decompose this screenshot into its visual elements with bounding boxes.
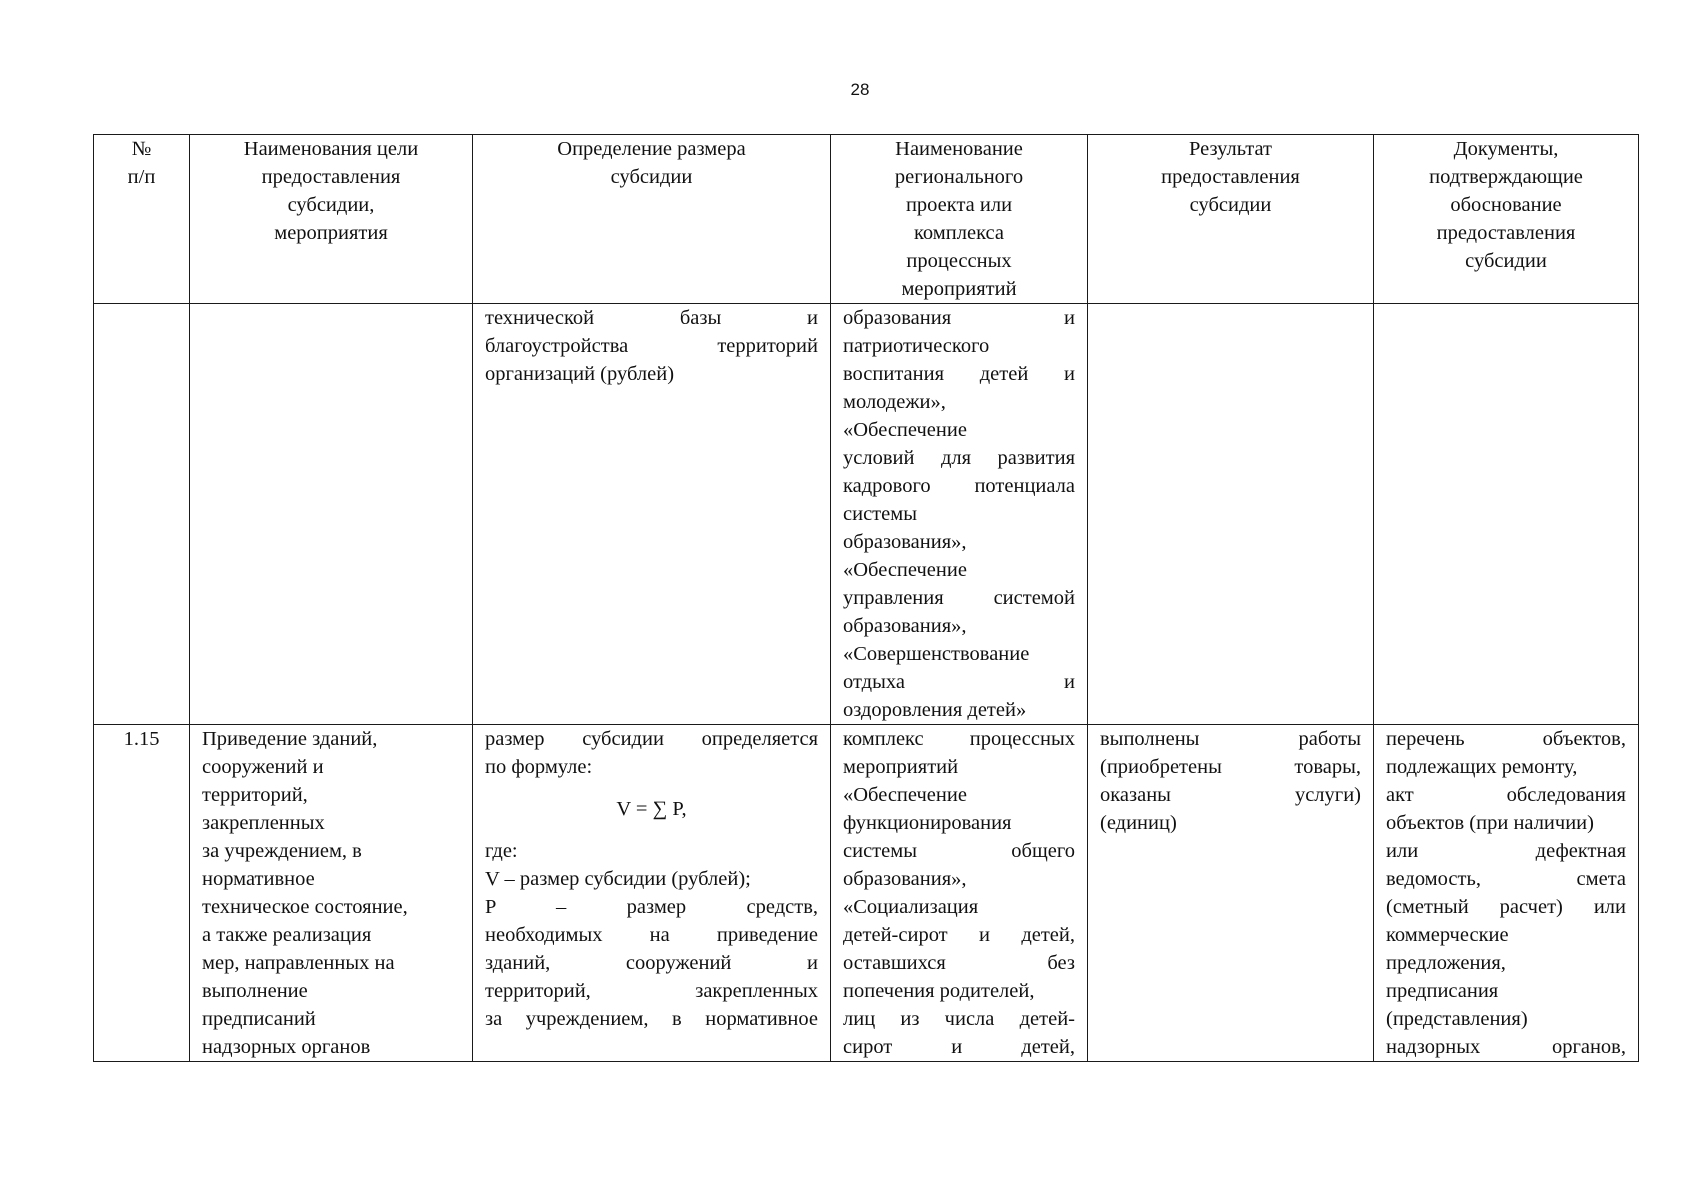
text-line: Результат [1188, 138, 1273, 160]
text-line: коммерческие [1386, 924, 1509, 946]
text-line: проекта или [905, 194, 1013, 216]
text-line: технической базы и [485, 307, 818, 329]
text-line: нормативное [202, 868, 315, 890]
text-line: процессных [906, 250, 1012, 272]
text-line: системы [843, 503, 917, 525]
header-project [831, 135, 1088, 304]
text-line: мероприятий [901, 278, 1017, 300]
text-line: молодежи», [843, 391, 946, 413]
text-line: субсидии [1465, 250, 1547, 272]
text-line: п/п [127, 166, 156, 188]
text-line: надзорных органов, [1386, 1036, 1626, 1058]
text-line: № [131, 138, 152, 160]
text-line: или дефектная [1386, 840, 1626, 862]
text-line: патриотического [843, 335, 990, 357]
text-line: «Обеспечение [843, 419, 967, 441]
table-row [94, 725, 1639, 1062]
text-line: надзорных органов [202, 1036, 371, 1058]
text-line: обоснование [1450, 194, 1562, 216]
text-line: Наименование [895, 138, 1023, 160]
text-line: регионального [894, 166, 1024, 188]
cell-docs [1374, 304, 1639, 725]
text-line: организаций (рублей) [485, 363, 675, 385]
text-line: условий для развития [843, 447, 1075, 469]
text-line: мероприятия [274, 222, 388, 244]
text-line: лиц из числа детей- [843, 1008, 1075, 1030]
text-line: попечения родителей, [843, 980, 1035, 1002]
cell-docs [1374, 725, 1639, 1062]
text-line: Определение размера [557, 138, 746, 160]
cell-goal [190, 304, 473, 725]
text-line: (единиц) [1100, 812, 1177, 834]
text-line: «Социализация [843, 896, 979, 918]
cell-project [831, 304, 1088, 725]
text-line: благоустройства территорий [485, 335, 818, 357]
text-line: предписания [1386, 980, 1499, 1002]
text-line: ведомость, смета [1386, 868, 1626, 890]
header-size [473, 135, 831, 304]
cell-goal [190, 725, 473, 1062]
text-line: закрепленных [202, 812, 325, 834]
cell-result [1088, 304, 1374, 725]
cell-num [94, 304, 190, 725]
text-line: подтверждающие [1429, 166, 1583, 188]
text-line: комплекс процессных [843, 728, 1075, 750]
text-line: территорий, закрепленных [485, 980, 818, 1002]
text-line: предписаний [202, 1008, 316, 1030]
text-line: оказаны услуги) [1100, 784, 1361, 806]
text-line: образования», [843, 615, 967, 637]
text-line: за учреждением, в [202, 840, 362, 862]
cell-num: 1.15 [94, 725, 190, 1062]
text-line: сирот и детей, [843, 1036, 1075, 1058]
text-line: сооружений и [202, 756, 324, 778]
text-line: выполнение [202, 980, 308, 1002]
text-line: по формуле: [485, 756, 593, 778]
text-line: субсидии [610, 166, 693, 188]
text-line: V – размер субсидии (рублей); [485, 868, 751, 890]
cell-result [1088, 725, 1374, 1062]
text-line: оставшихся без [843, 952, 1075, 974]
text-line: перечень объектов, [1386, 728, 1626, 750]
text-line: кадрового потенциала [843, 475, 1075, 497]
text-line: образования», [843, 531, 967, 553]
text-line: воспитания детей и [843, 363, 1075, 385]
text-line: акт обследования [1386, 784, 1626, 806]
text-line: комплекса [914, 222, 1004, 244]
text-line: мероприятий [843, 756, 959, 778]
table-header-row [94, 135, 1639, 304]
text-line: Наименования цели [243, 138, 419, 160]
text-line: субсидии [1189, 194, 1272, 216]
text-line: (приобретены товары, [1100, 756, 1361, 778]
text-line: выполнены работы [1100, 728, 1361, 750]
text-line: подлежащих ремонту, [1386, 756, 1578, 778]
text-line: где: [485, 840, 518, 862]
text-line: предложения, [1386, 952, 1506, 974]
text-line: территорий, [202, 784, 308, 806]
text-line: P – размер средств, [485, 896, 818, 918]
text-line: объектов (при наличии) [1386, 812, 1594, 834]
text-line: образования», [843, 868, 967, 890]
header-result [1088, 135, 1374, 304]
text-line: «Совершенствование [843, 643, 1030, 665]
header-goal [190, 135, 473, 304]
text-line: предоставления [1436, 222, 1576, 244]
text-line: зданий, сооружений и [485, 952, 818, 974]
text-line: за учреждением, в нормативное [485, 1008, 818, 1030]
subsidy-table [93, 134, 1639, 1062]
text-line: мер, направленных на [202, 952, 395, 974]
text-line: отдыха и [843, 671, 1075, 693]
table-row [94, 304, 1639, 725]
header-docs [1374, 135, 1639, 304]
text-line: (сметный расчет) или [1386, 896, 1626, 918]
text-line: Документы, [1453, 138, 1559, 160]
text-line: необходимых на приведение [485, 924, 818, 946]
text-line: управления системой [843, 587, 1075, 609]
cell-size [473, 304, 831, 725]
text-line: системы общего [843, 840, 1075, 862]
text-line: функционирования [843, 812, 1012, 834]
text-line: «Обеспечение [843, 784, 967, 806]
text-line: размер субсидии определяется [485, 728, 818, 750]
text-line: предоставления [1161, 166, 1300, 188]
text-line: а также реализация [202, 924, 372, 946]
text-line: оздоровления детей» [843, 699, 1027, 721]
cell-project [831, 725, 1088, 1062]
text-line: образования и [843, 307, 1075, 329]
text-line: техническое состояние, [202, 896, 408, 918]
text-line: «Обеспечение [843, 559, 967, 581]
text-line: Приведение зданий, [202, 728, 378, 750]
text-line: детей-сирот и детей, [843, 924, 1075, 946]
cell-size [473, 725, 831, 1062]
page-number: 28 [850, 80, 870, 99]
header-num [94, 135, 190, 304]
formula: V = ∑ P, [616, 798, 687, 820]
text-line: субсидии, [287, 194, 375, 216]
text-line: предоставления [261, 166, 401, 188]
text-line: (представления) [1386, 1008, 1528, 1030]
